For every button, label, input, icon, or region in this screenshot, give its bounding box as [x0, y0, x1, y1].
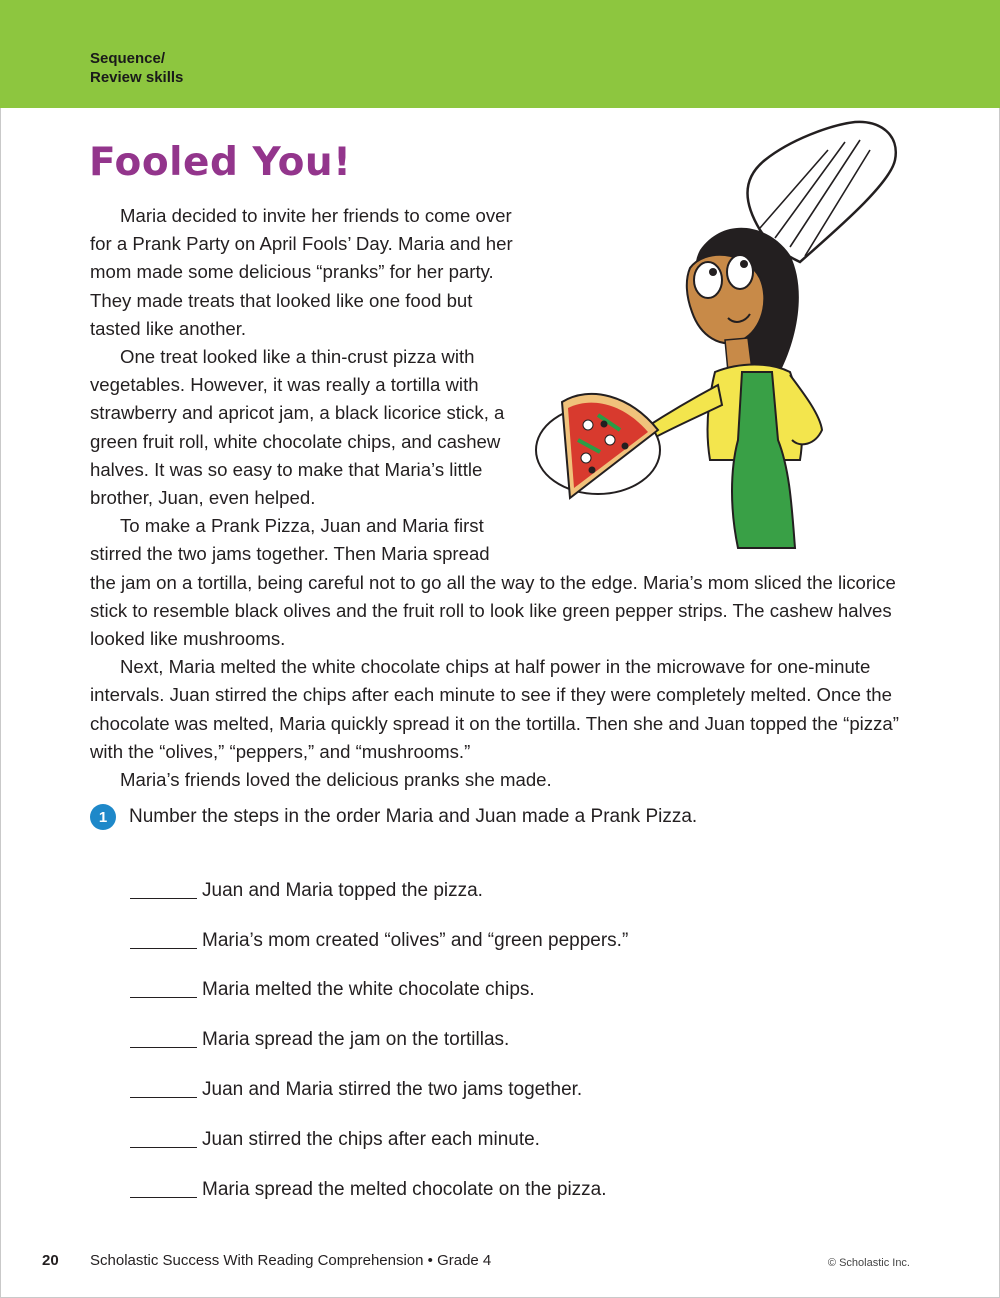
sequence-steps-list	[130, 855, 628, 1204]
skill-label-line-1: Sequence/	[90, 50, 166, 67]
answer-blank[interactable]	[130, 1147, 197, 1148]
story-paragraph: To make a Prank Pizza, Juan and Maria first stirred the two jams together. Then Maria spread the jam on a tortilla, being careful not to go all the way to the edge. Maria’s mom sliced the licorice stick to resemble black olives and the fruit roll to look like green pepper strips. The cashew halves looked like mushrooms.	[90, 515, 896, 650]
copyright: © Scholastic Inc.	[827, 1257, 910, 1269]
sequence-step	[130, 1054, 628, 1104]
page-title: Fooled You!	[89, 140, 352, 185]
step-text: Maria melted the white chocolate chips.	[202, 979, 535, 1001]
sequence-step	[130, 855, 628, 905]
question-text: Number the steps in the order Maria and Juan made a Prank Pizza.	[129, 806, 698, 827]
answer-blank[interactable]	[130, 1097, 197, 1098]
sequence-step	[130, 955, 628, 1005]
step-text: Juan and Maria topped the pizza.	[202, 879, 483, 901]
answer-blank[interactable]	[130, 948, 197, 949]
sequence-step	[130, 1004, 628, 1054]
story-paragraph: Maria decided to invite her friends to come over for a Prank Party on April Fools’ Day. Maria and her mom made some delicious “pranks” for her party. They made treats that looked like one food but tasted like another.	[90, 205, 513, 339]
girl-chef-with-pizza-illustration	[528, 120, 908, 560]
step-text: Juan and Maria stirred the two jams together.	[202, 1078, 583, 1100]
story-paragraph: Next, Maria melted the white chocolate chips at half power in the microwave for one-minute intervals. Juan stirred the chips after each minute to see if they were completely melted. Once the chocolate was melted, Maria quickly spread it on the tortilla. Then she and Juan topped the “pizza” with the “olives,” “peppers,” and “mushrooms.”	[90, 656, 899, 762]
question-1	[90, 804, 697, 830]
step-text: Maria spread the melted chocolate on the pizza.	[202, 1178, 607, 1200]
story-paragraph: One treat looked like a thin-crust pizza with vegetables. However, it was really a tortilla with strawberry and apricot jam, a black licorice stick, a green fruit roll, white chocolate chips, and cashew halves. It was so easy to make that Maria’s little brother, Juan, even helped.	[90, 346, 505, 509]
skill-label-line-2: Review skills	[90, 69, 184, 86]
answer-blank[interactable]	[130, 997, 197, 998]
sequence-step	[130, 1104, 628, 1154]
book-title: Scholastic Success With Reading Comprehension • Grade 4	[90, 1252, 492, 1269]
sequence-step	[130, 905, 628, 955]
answer-blank[interactable]	[130, 1197, 197, 1198]
step-text: Maria’s mom created “olives” and “green peppers.”	[202, 929, 629, 951]
page-number: 20	[42, 1252, 59, 1269]
story-paragraph: Maria’s friends loved the delicious pranks she made.	[120, 769, 552, 791]
sequence-step	[130, 1154, 628, 1204]
step-text: Maria spread the jam on the tortillas.	[202, 1029, 510, 1051]
step-text: Juan stirred the chips after each minute.	[202, 1128, 540, 1150]
answer-blank[interactable]	[130, 898, 197, 899]
question-number-badge: 1	[90, 804, 116, 830]
skill-label	[90, 49, 183, 87]
answer-blank[interactable]	[130, 1047, 197, 1048]
header-band	[0, 0, 1000, 108]
